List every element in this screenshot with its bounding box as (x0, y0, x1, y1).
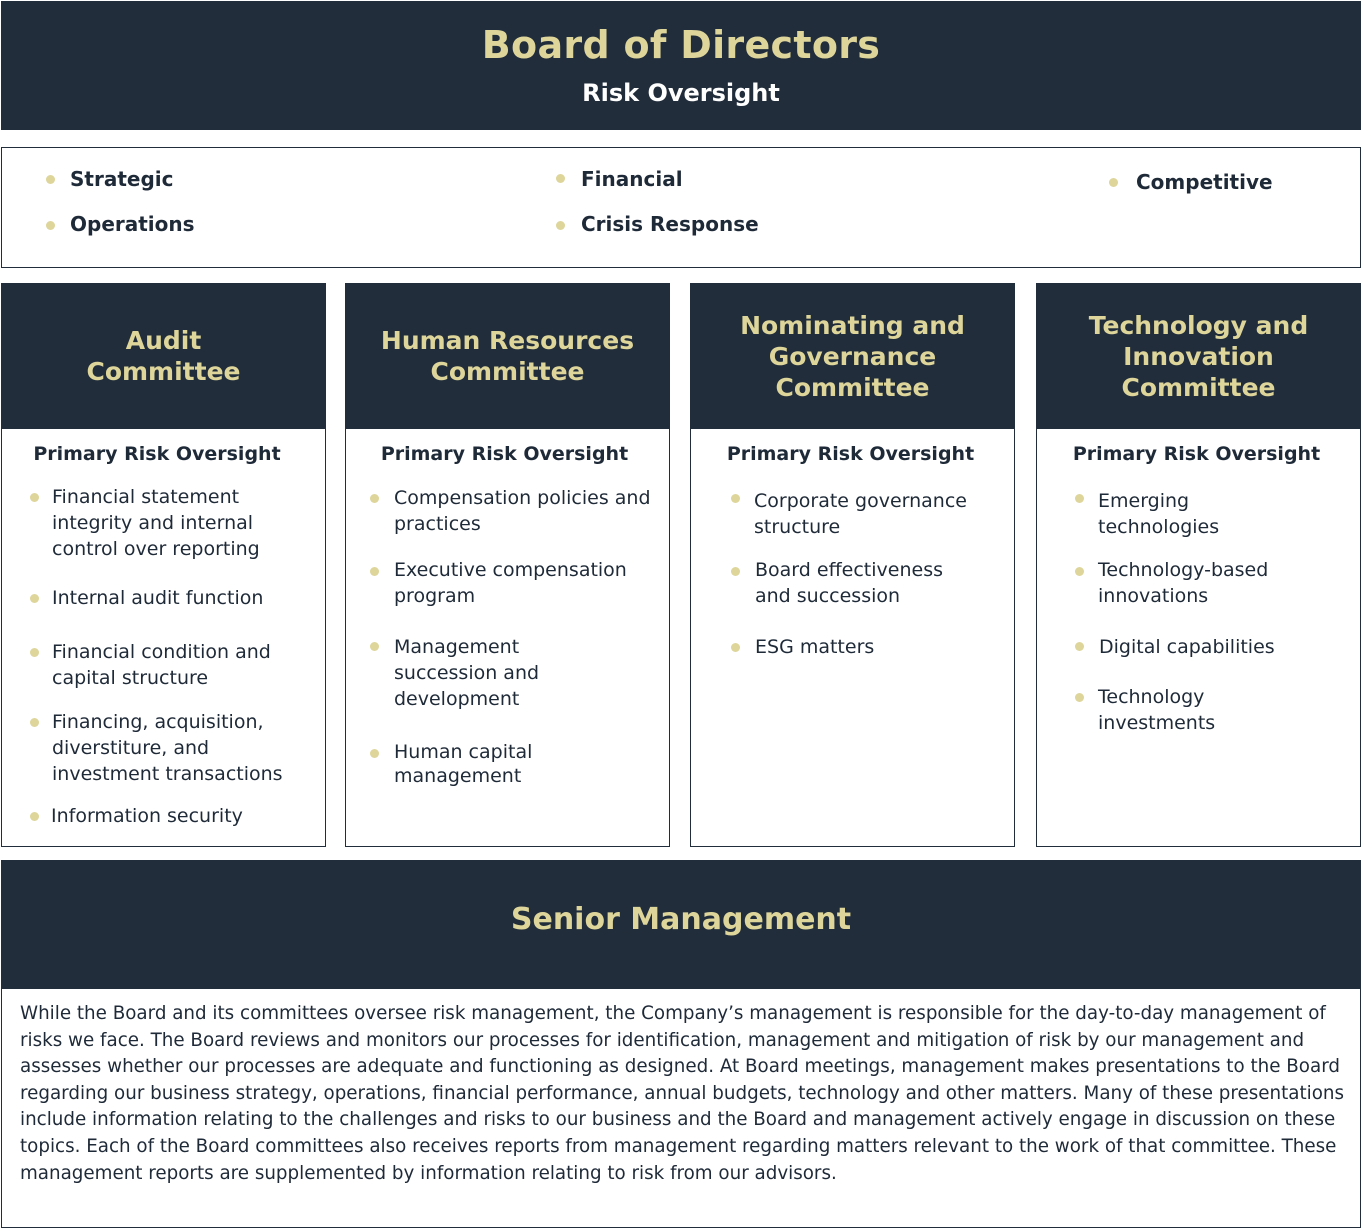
senior-management-description: While the Board and its committees oversee risk management, the Company’s management is responsible for the day-to-day management of risks we face. The Board reviews and monitors our processes for identification, management and mitigation of risk by our management and assesses whether our processes are adequate and functioning as designed. At Board meetings, management makes presentations to the Board regarding our business strategy, operations, financial performance, annual budgets, technology and other matters. Many of these presentations include information relating to the challenges and risks to our business and the Board and management actively engage in discussion on these topics. Each of the Board committees also receives reports from management regarding matters relevant to the work of that committee. These management reports are supplemented by information relating to risk from our advisors. (20, 1003, 1344, 1184)
oversight-item: Emerging technologies (1098, 490, 1220, 538)
board-subtitle: Risk Oversight (582, 79, 780, 107)
bullet-icon (731, 567, 740, 576)
oversight-item: Technology-based innovations (1098, 559, 1269, 607)
bullet-icon (30, 812, 39, 821)
bullet-icon (731, 643, 740, 652)
primary-risk-oversight-label: Primary Risk Oversight (1072, 443, 1321, 465)
risk-area-item: Strategic (70, 167, 174, 191)
audit-committee-header (1, 283, 326, 429)
risk-area-item: Financial (581, 167, 683, 191)
oversight-item: Financing, acquisition, diverstiture, and investment transactions (52, 711, 283, 785)
bullet-icon (370, 494, 379, 503)
oversight-item: Internal audit function (52, 587, 264, 609)
bullet-icon (30, 718, 39, 727)
technology-innovation-committee-header (1036, 283, 1361, 429)
oversight-item: Board effectiveness and succession (755, 559, 943, 607)
oversight-item: ESG matters (755, 636, 875, 658)
audit-committee-oversight (1, 429, 326, 847)
risk-area-item: Operations (70, 212, 195, 236)
technology-innovation-committee-oversight (1036, 429, 1361, 847)
senior-management-header (1, 860, 1361, 989)
primary-risk-oversight-label: Primary Risk Oversight (726, 443, 975, 465)
bullet-icon (1075, 693, 1084, 702)
primary-risk-oversight-label: Primary Risk Oversight (380, 443, 629, 465)
bullet-icon (556, 174, 565, 183)
committee-name: Audit Committee (86, 326, 241, 386)
bullet-icon (370, 642, 379, 651)
oversight-item: Financial statement integrity and internal control over reporting (52, 486, 260, 560)
bullet-icon (30, 493, 39, 502)
oversight-item: Information security (51, 805, 243, 827)
oversight-item: Technology investments (1098, 686, 1216, 734)
oversight-item: Management succession and development (394, 636, 540, 710)
committee-name: Technology and Innovation Committee (1088, 310, 1309, 402)
bullet-icon (731, 494, 740, 503)
oversight-item: Digital capabilities (1099, 636, 1275, 658)
nominating-governance-committee-oversight (690, 429, 1015, 847)
bullet-icon (1075, 567, 1084, 576)
risk-area-item: Competitive (1136, 170, 1273, 194)
board-risk-areas (1, 147, 1361, 268)
board-title: Board of Directors (481, 23, 881, 67)
oversight-item: Compensation policies and practices (394, 487, 651, 535)
oversight-item: Corporate governance structure (754, 490, 967, 538)
primary-risk-oversight-label: Primary Risk Oversight (33, 443, 281, 465)
committee-name: Nominating and Governance Committee (740, 310, 965, 402)
nominating-governance-committee-header (690, 283, 1015, 429)
oversight-item: Financial condition and capital structure (52, 641, 271, 689)
human-resources-committee-oversight (345, 429, 670, 847)
bullet-icon (370, 749, 379, 758)
bullet-icon (46, 221, 55, 230)
bullet-icon (30, 594, 39, 603)
oversight-item: Human capital management (394, 741, 533, 787)
senior-management-body (1, 989, 1361, 1228)
bullet-icon (46, 175, 55, 184)
senior-management-title: Senior Management (510, 902, 852, 937)
bullet-icon (1075, 494, 1084, 503)
bullet-icon (370, 567, 379, 576)
oversight-item: Executive compensation program (394, 559, 627, 607)
risk-area-item: Crisis Response (581, 212, 759, 236)
human-resources-committee-header (345, 283, 670, 429)
board-header (1, 1, 1361, 130)
bullet-icon (556, 221, 565, 230)
bullet-icon (1075, 642, 1084, 651)
committee-name: Human Resources Committee (380, 326, 635, 386)
bullet-icon (1109, 178, 1118, 187)
bullet-icon (30, 648, 39, 657)
